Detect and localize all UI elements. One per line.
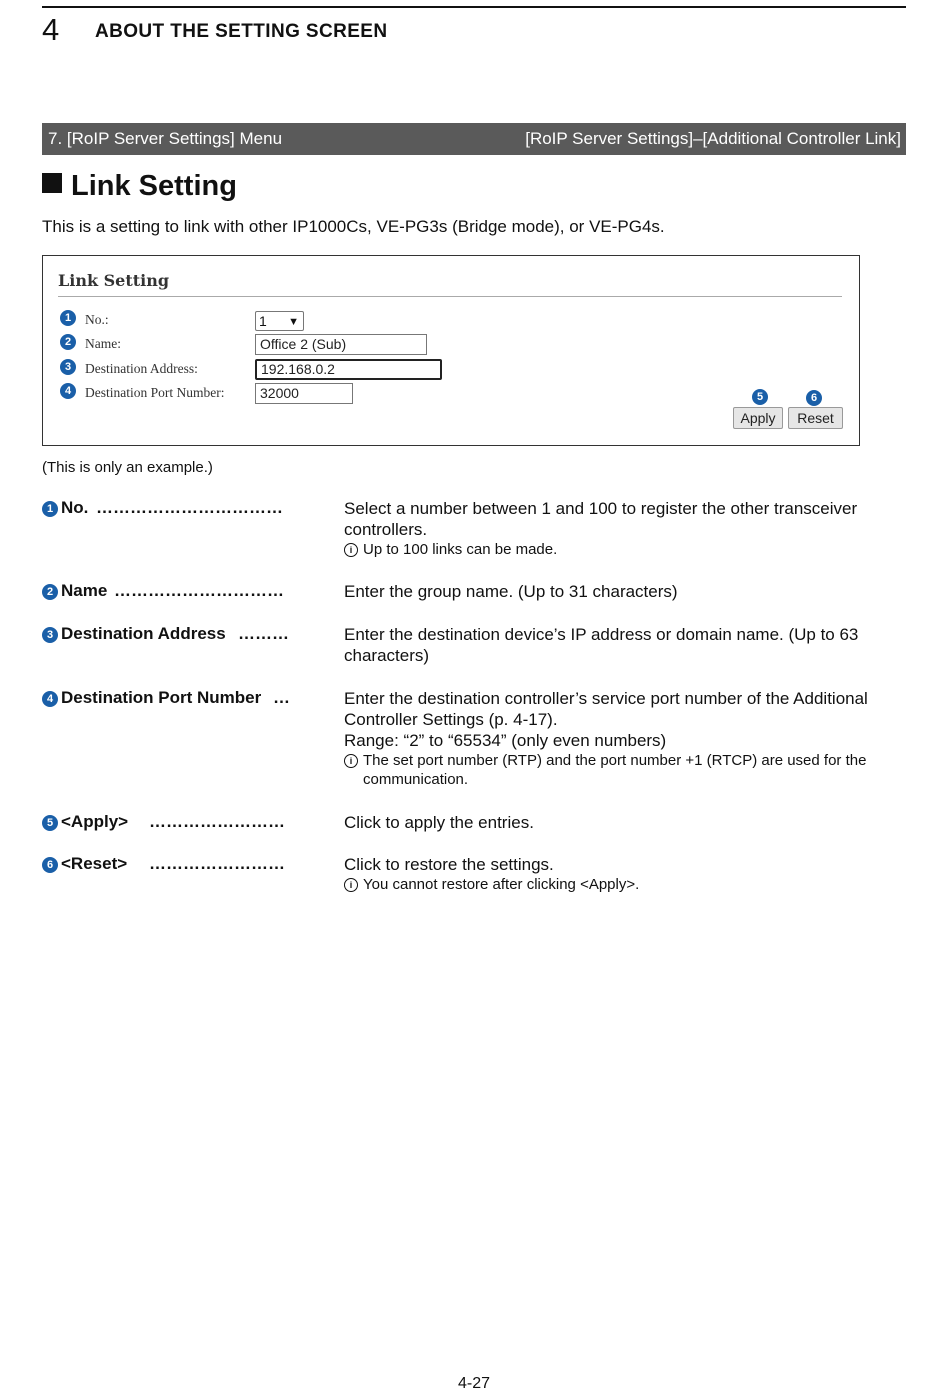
callout-4-icon: 4 (42, 691, 58, 707)
label-destination-address: Destination Address: (85, 361, 198, 376)
description-line: Range: “2” to “65534” (only even numbers) (344, 731, 667, 750)
page-number: 4-27 (458, 1375, 491, 1392)
item-label: <Reset> (61, 854, 128, 873)
callout-5-icon: 5 (752, 389, 768, 405)
note-text: You cannot restore after clicking <Apply>. (363, 876, 640, 893)
item-heading (42, 581, 107, 601)
header-rule (42, 6, 906, 8)
callout-2-icon: 2 (60, 334, 76, 350)
description-line: Enter the destination controller’s service port number of the Additional Controller Settings (p. 4-17). (344, 689, 868, 729)
description-line: Enter the group name. (Up to 31 characters) (344, 582, 678, 601)
leader-dots: …………………………… (96, 498, 283, 517)
callout-4-icon: 4 (60, 383, 76, 399)
item-description (344, 624, 904, 666)
item-description (344, 581, 904, 602)
destination-port-input[interactable]: 32000 (255, 383, 353, 404)
leader-dots: …………………… (149, 812, 285, 831)
reset-button[interactable]: Reset (788, 407, 843, 429)
label-name: Name: (85, 336, 121, 351)
leader-dots: ……… (238, 624, 289, 643)
callout-3-icon: 3 (60, 359, 76, 375)
callout-3-icon: 3 (42, 627, 58, 643)
info-note (344, 540, 904, 559)
item-heading (42, 624, 226, 644)
item-label: <Apply> (61, 812, 129, 831)
item-description (344, 812, 904, 833)
square-bullet-icon (42, 173, 62, 193)
info-icon: i (344, 543, 358, 557)
no-select-value: 1 (259, 313, 267, 329)
panel-divider (58, 296, 842, 297)
section-title: Link Setting (71, 170, 237, 202)
item-label: Name (61, 581, 108, 600)
info-icon: i (344, 754, 358, 768)
name-input[interactable]: Office 2 (Sub) (255, 334, 427, 355)
callout-1-icon: 1 (60, 310, 76, 326)
info-note (344, 875, 904, 894)
callout-5-icon: 5 (42, 815, 58, 831)
settings-screenshot (42, 255, 860, 446)
apply-button[interactable]: Apply (733, 407, 783, 429)
leader-dots: ………………………… (114, 581, 284, 600)
item-heading (42, 688, 261, 708)
callout-6-icon: 6 (806, 390, 822, 406)
section-heading (42, 170, 237, 203)
chapter-title: ABOUT THE SETTING SCREEN (95, 21, 388, 42)
menu-bar-right: [RoIP Server Settings]–[Additional Controller Link] (525, 129, 901, 148)
callout-1-icon: 1 (42, 501, 58, 517)
description-line: Select a number between 1 and 100 to register the other transceiver controllers. (344, 499, 858, 539)
label-no: No.: (85, 312, 109, 327)
description-line: Enter the destination device’s IP address or domain name. (Up to 63 characters) (344, 625, 859, 665)
label-destination-port: Destination Port Number: (85, 385, 225, 400)
item-description (344, 688, 904, 789)
item-heading (42, 812, 128, 832)
item-heading (42, 854, 127, 874)
item-label: Destination Port Number (61, 688, 262, 707)
info-note (344, 751, 904, 789)
item-description (344, 854, 904, 894)
destination-address-input[interactable]: 192.168.0.2 (255, 359, 442, 380)
chapter-number: 4 (42, 12, 60, 47)
item-label: No. (61, 498, 89, 517)
section-intro: This is a setting to link with other IP1000Cs, VE-PG3s (Bridge mode), or VE-PG4s. (42, 217, 665, 236)
menu-bar (42, 123, 906, 155)
item-description (344, 498, 904, 559)
callout-2-icon: 2 (42, 584, 58, 600)
item-heading (42, 498, 88, 518)
info-icon: i (344, 878, 358, 892)
item-label: Destination Address (61, 624, 226, 643)
panel-title: Link Setting (58, 271, 170, 290)
note-text: The set port number (RTP) and the port number +1 (RTCP) are used for the communication. (363, 752, 867, 788)
no-select[interactable] (255, 311, 304, 331)
note-text: Up to 100 links can be made. (363, 541, 558, 558)
chevron-down-icon: ▼ (288, 316, 299, 328)
menu-bar-left: 7. [RoIP Server Settings] Menu (48, 129, 283, 148)
leader-dots: … (273, 688, 290, 707)
leader-dots: …………………… (149, 854, 285, 873)
callout-6-icon: 6 (42, 857, 58, 873)
description-line: Click to restore the settings. (344, 855, 554, 874)
example-note: (This is only an example.) (42, 459, 213, 476)
description-line: Click to apply the entries. (344, 813, 534, 832)
